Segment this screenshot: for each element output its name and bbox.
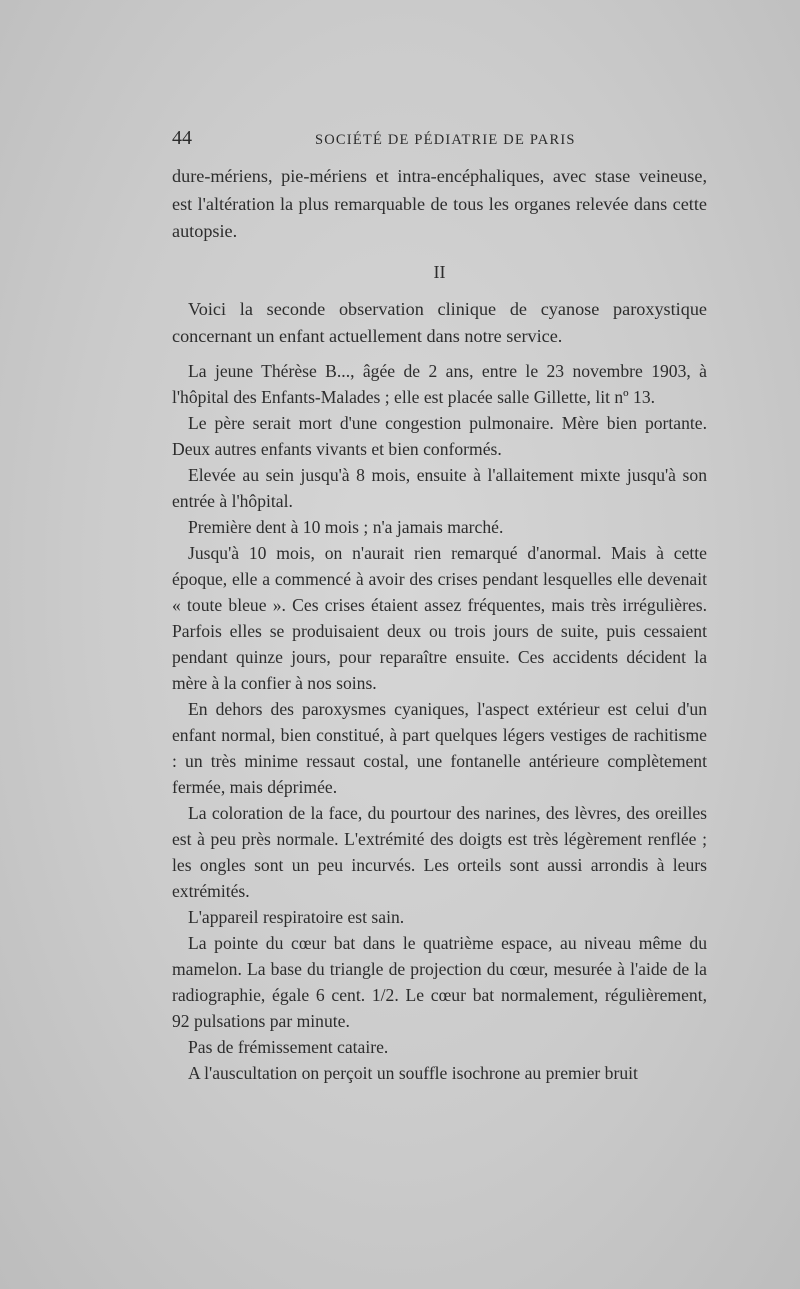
book-page xyxy=(172,122,707,1086)
intro-paragraph: Voici la seconde observation clinique de cyanose paroxystique concernant un enfant actuellement dans notre service. xyxy=(172,298,707,346)
paragraph: Le père serait mort d'une congestion pulmonaire. Mère bien portante. Deux autres enfants vivants et bien conformés. xyxy=(172,412,707,459)
paragraph: Elevée au sein jusqu'à 8 mois, ensuite à l'allaitement mixte jusqu'à son entrée à l'hôpital. xyxy=(172,464,707,511)
intro-block xyxy=(172,296,707,351)
paragraph: La pointe du cœur bat dans le quatrième espace, au niveau même du mamelon. La base du triangle de projection du cœur, mesurée à l'aide de la radiographie, égale 6 cent. 1/2. Le cœur bat normalement, régulièrement, 92 pulsations par minute. xyxy=(172,932,707,1031)
running-head xyxy=(172,122,707,154)
paragraph: Pas de frémissement cataire. xyxy=(188,1036,389,1057)
section-number: II xyxy=(433,261,446,282)
paragraph: Première dent à 10 mois ; n'a jamais marché. xyxy=(188,516,504,537)
paragraph: En dehors des paroxysmes cyaniques, l'aspect extérieur est celui d'un enfant normal, bien constitué, à part quelques légers vestiges de rachitisme : un très minime ressaut costal, une fontanelle antérieure complètement fermée, mais déprimée. xyxy=(172,698,707,797)
paragraph: La jeune Thérèse B..., âgée de 2 ans, entre le 23 novembre 1903, à l'hôpital des Enfants-Malades ; elle est placée salle Gillette, lit nº 13. xyxy=(172,360,707,407)
paragraph: La coloration de la face, du pourtour des narines, des lèvres, des oreilles est à peu près normale. L'extrémité des doigts est très légèrement renflée ; les ongles sont un peu incurvés. Les orteils sont aussi arrondis à leurs extrémités. xyxy=(172,802,707,901)
page-number: 44 xyxy=(172,127,192,149)
paragraph: Jusqu'à 10 mois, on n'aurait rien remarqué d'anormal. Mais à cette époque, elle a commencé à avoir des crises pendant lesquelles elle devenait « toute bleue ». Ces crises étaient assez fréquentes, mais très irrégulières. Parfois elles se produisaient deux ou trois jours de suite, puis cessaient pendant quinze jours, pour reparaître ensuite. Ces accidents décident la mère à la confier à nos soins. xyxy=(172,542,707,693)
continuation-paragraph: dure-mériens, pie-mériens et intra-encéphaliques, avec stase veineuse, est l'altération la plus remarquable de tous les organes relevée dans cette autopsie. xyxy=(172,166,707,241)
paragraph: A l'auscultation on perçoit un souffle isochrone au premier bruit xyxy=(188,1062,638,1083)
continuation-block xyxy=(172,163,707,246)
paragraph: L'appareil respiratoire est sain. xyxy=(188,906,405,927)
running-title: SOCIÉTÉ DE PÉDIATRIE DE PARIS xyxy=(315,132,576,148)
observation-body xyxy=(172,358,707,1086)
